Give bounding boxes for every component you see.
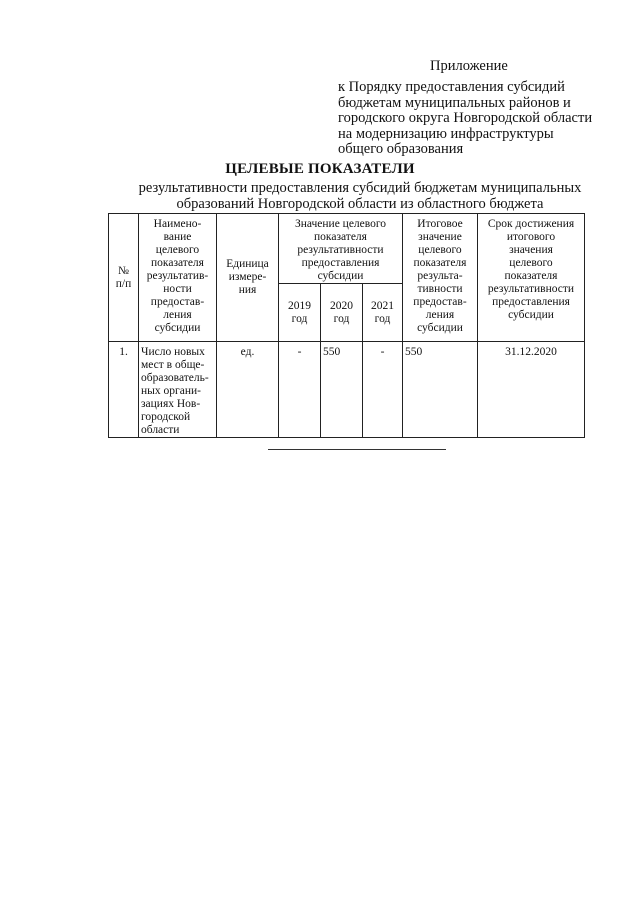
row-value-2020: 550 bbox=[321, 342, 363, 438]
row-value-2019: - bbox=[279, 342, 321, 438]
header-year-2019: 2019 год bbox=[279, 284, 321, 342]
header-deadline: Срок достижения итогового значения целевого показателя результативности предоставления субсидии bbox=[478, 214, 585, 342]
indicators-table bbox=[108, 213, 585, 438]
row-num: 1. bbox=[109, 342, 139, 438]
row-deadline: 31.12.2020 bbox=[478, 342, 585, 438]
document-subtitle bbox=[100, 181, 620, 212]
appendix-line: на модернизацию инфраструктуры bbox=[338, 125, 554, 142]
header-num: № п/п bbox=[109, 214, 139, 342]
row-final-value: 550 bbox=[403, 342, 478, 438]
header-year-2020: 2020 год bbox=[321, 284, 363, 342]
subtitle-line: образований Новгородской области из областного бюджета bbox=[176, 195, 544, 212]
appendix-title: Приложение bbox=[430, 58, 508, 74]
header-final-value: Итоговое значение целевого показателя результа- тивности предостав- ления субсидии bbox=[403, 214, 478, 342]
document-title: ЦЕЛЕВЫЕ ПОКАЗАТЕЛИ bbox=[225, 161, 415, 177]
subtitle-line: результативности предоставления субсидий бюджетам муниципальных bbox=[138, 180, 582, 196]
header-year-2021: 2021 год bbox=[363, 284, 403, 342]
appendix-line: общего образования bbox=[338, 141, 464, 158]
closing-divider bbox=[268, 449, 446, 450]
row-value-2021: - bbox=[363, 342, 403, 438]
appendix-line: городского округа Новгородской области bbox=[338, 110, 593, 127]
appendix-line: к Порядку предоставления субсидий bbox=[338, 79, 565, 95]
row-unit: ед. bbox=[217, 342, 279, 438]
row-indicator-name: Число новых мест в обще- образователь- ных органи- зациях Нов- городской области bbox=[139, 342, 217, 438]
appendix-line: бюджетам муниципальных районов и bbox=[338, 94, 571, 111]
table-row bbox=[109, 342, 585, 438]
header-unit: Единица измере- ния bbox=[217, 214, 279, 342]
appendix-reference bbox=[338, 80, 618, 158]
header-row bbox=[109, 214, 585, 284]
header-name: Наимено- вание целевого показателя результатив- ности предостав- ления субсидии bbox=[139, 214, 217, 342]
header-value-group: Значение целевого показателя результативности предоставления субсидии bbox=[279, 214, 403, 284]
